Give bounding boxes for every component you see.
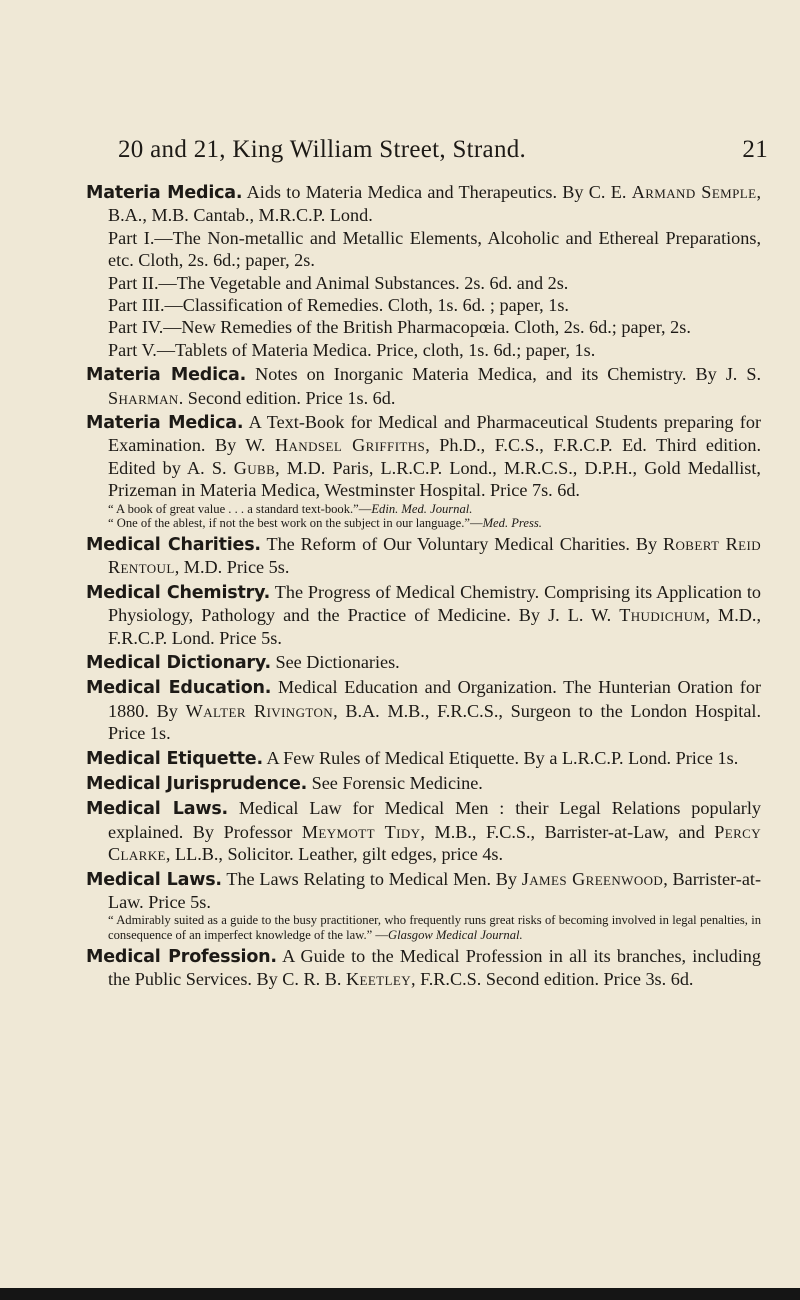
entry-text-continued: , Ph.D., F.C.S., F.R.C.P. Ed. Third edition. Edited by A. S. xyxy=(108,435,761,478)
entry-author: Armand Semple xyxy=(631,182,757,202)
entry-part: Part V.—Tablets of Materia Medica. Price, cloth, 1s. 6d.; paper, 1s. xyxy=(108,339,596,360)
entry-text: Aids to Materia Medica and Therapeutics. By C. E. xyxy=(246,182,627,202)
entry-author: Meymott Tidy xyxy=(301,821,421,842)
catalogue-entry xyxy=(86,797,761,865)
entry-heading: Medical Dictionary. xyxy=(86,652,271,673)
entry-part: Part I.—The Non-metallic and Metallic Elements, Alcoholic and Ethereal Preparations, etc. Cloth, 2s. 6d.; paper, 2s. xyxy=(108,227,761,271)
entry-text: The Reform of Our Voluntary Medical Charities. By xyxy=(266,533,658,554)
catalogue-entry xyxy=(86,411,761,531)
entry-text-continued: , B.A. M.B., F.R.C.S., Surgeon to the London Hospital. Price 1s. xyxy=(108,700,762,744)
entry-text: The Progress of Medical Chemistry. Comprising its Application to Physiology, Pathology and the Practice of Medicine. By J. L. W. xyxy=(108,581,762,626)
entry-heading: Medical Laws. xyxy=(86,799,229,820)
press-review: “ A book of great value . . . a standard text-book.”—Edin. Med. Journal. xyxy=(108,501,473,516)
entry-heading: Medical Profession. xyxy=(86,946,277,967)
entry-heading: Medical Jurisprudence. xyxy=(86,773,308,794)
press-review: “ One of the ablest, if not the best work on the subject in our language.”—Med. Press. xyxy=(108,516,542,531)
entry-text: See Dictionaries. xyxy=(275,651,400,672)
catalogue-entry xyxy=(86,651,761,674)
entry-text: A Text-Book for Medical and Pharmaceutical Students preparing for Examination. By W. xyxy=(108,412,762,456)
catalogue-entry xyxy=(86,747,761,770)
entry-text: See Forensic Medicine. xyxy=(311,772,483,793)
entry-author: Walter Rivington xyxy=(185,700,334,721)
entry-author: Thudichum xyxy=(619,605,706,626)
review-source: Edin. Med. Journal. xyxy=(371,501,473,516)
entry-heading: Materia Medica. xyxy=(86,183,243,203)
entry-heading: Medical Education. xyxy=(86,678,272,699)
catalogue-entry xyxy=(86,363,761,409)
entry-text-continued: . Second edition. Price 1s. 6d. xyxy=(178,387,396,408)
entry-part: Part III.—Classification of Remedies. Cloth, 1s. 6d. ; paper, 1s. xyxy=(108,295,569,316)
entry-text-continued: , LL.B., Solicitor. Leather, gilt edges, price 4s. xyxy=(165,844,504,865)
entry-author: Handsel Griffiths xyxy=(274,435,426,456)
catalogue-entry xyxy=(86,676,761,744)
entry-text: Notes on Inorganic Materia Medica, and its Chemistry. By J. S. xyxy=(255,364,761,385)
entry-text-continued: , M.D. Price 5s. xyxy=(174,557,290,578)
scan-bottom-edge xyxy=(0,1288,800,1300)
entry-text-continued: , F.R.C.S. Second edition. Price 3s. 6d. xyxy=(410,968,694,989)
entry-author: Robert Reid Rentoul xyxy=(108,533,762,578)
review-source: Glasgow Medical Journal. xyxy=(387,927,523,942)
entry-text-continued: , M.B., F.C.S., Barrister-at-Law, and xyxy=(420,821,705,842)
entry-heading: Medical Laws. xyxy=(86,869,222,890)
entry-author: James Greenwood xyxy=(521,868,664,889)
entry-heading: Materia Medica. xyxy=(86,365,247,386)
catalogue-entry xyxy=(86,533,761,579)
entry-part: Part II.—The Vegetable and Animal Substances. 2s. 6d. and 2s. xyxy=(108,272,569,293)
entry-text: A Few Rules of Medical Etiquette. By a L.R.C.P. Lond. Price 1s. xyxy=(266,747,739,768)
entry-text: The Laws Relating to Medical Men. By xyxy=(226,868,517,889)
running-head-title: 20 and 21, King William Street, Strand. xyxy=(118,136,527,163)
catalogue-entry xyxy=(86,581,761,649)
entry-coauthor: Percy Clarke xyxy=(108,821,762,865)
entry-heading: Medical Charities. xyxy=(86,534,261,555)
review-source: Med. Press. xyxy=(482,516,542,531)
page-number: 21 xyxy=(742,136,768,163)
catalogue-entry xyxy=(86,181,761,361)
entry-heading: Materia Medica. xyxy=(86,413,244,434)
catalogue-entry xyxy=(86,772,761,795)
entry-text: Medical Education and Organization. The Hunterian Oration for 1880. By xyxy=(108,677,761,721)
entry-text-continued: , M.D., F.R.C.P. Lond. Price 5s. xyxy=(108,605,762,648)
catalogue-entries xyxy=(86,181,761,992)
catalogue-entry xyxy=(86,945,761,991)
entry-author: Sharman xyxy=(108,387,179,408)
entry-part: Part IV.—New Remedies of the British Pharmacopœia. Cloth, 2s. 6d.; paper, 2s. xyxy=(108,317,691,338)
entry-text: Medical Law for Medical Men : their Legal Relations popularly explained. By Professor xyxy=(108,798,761,842)
entry-text-continued: , M.D. Paris, L.R.C.P. Lond., M.R.C.S., D.P.H., Gold Medallist, Prizeman in Materia Medica, Westminster Hospital. Price 7s. 6d. xyxy=(108,457,761,501)
entry-text-continued: , Barrister-at-Law. Price 5s. xyxy=(108,868,762,912)
entry-heading: Medical Etiquette. xyxy=(86,748,263,769)
entry-text-continued: , B.A., M.B. Cantab., M.R.C.P. Lond. xyxy=(108,182,761,226)
entry-editor: Gubb xyxy=(233,457,276,478)
entry-author: Keetley xyxy=(345,968,411,989)
entry-heading: Medical Chemistry. xyxy=(86,582,271,603)
catalogue-entry xyxy=(86,868,761,943)
press-review: “ Admirably suited as a guide to the busy practitioner, who frequently runs great risks of becoming involved in legal penalties, in consequence of an imperfect knowledge of the law.” —Glasgow Medical Journal. xyxy=(108,913,761,942)
entry-text: A Guide to the Medical Profession in all its branches, including the Public Services. By C. R. B. xyxy=(108,945,761,989)
